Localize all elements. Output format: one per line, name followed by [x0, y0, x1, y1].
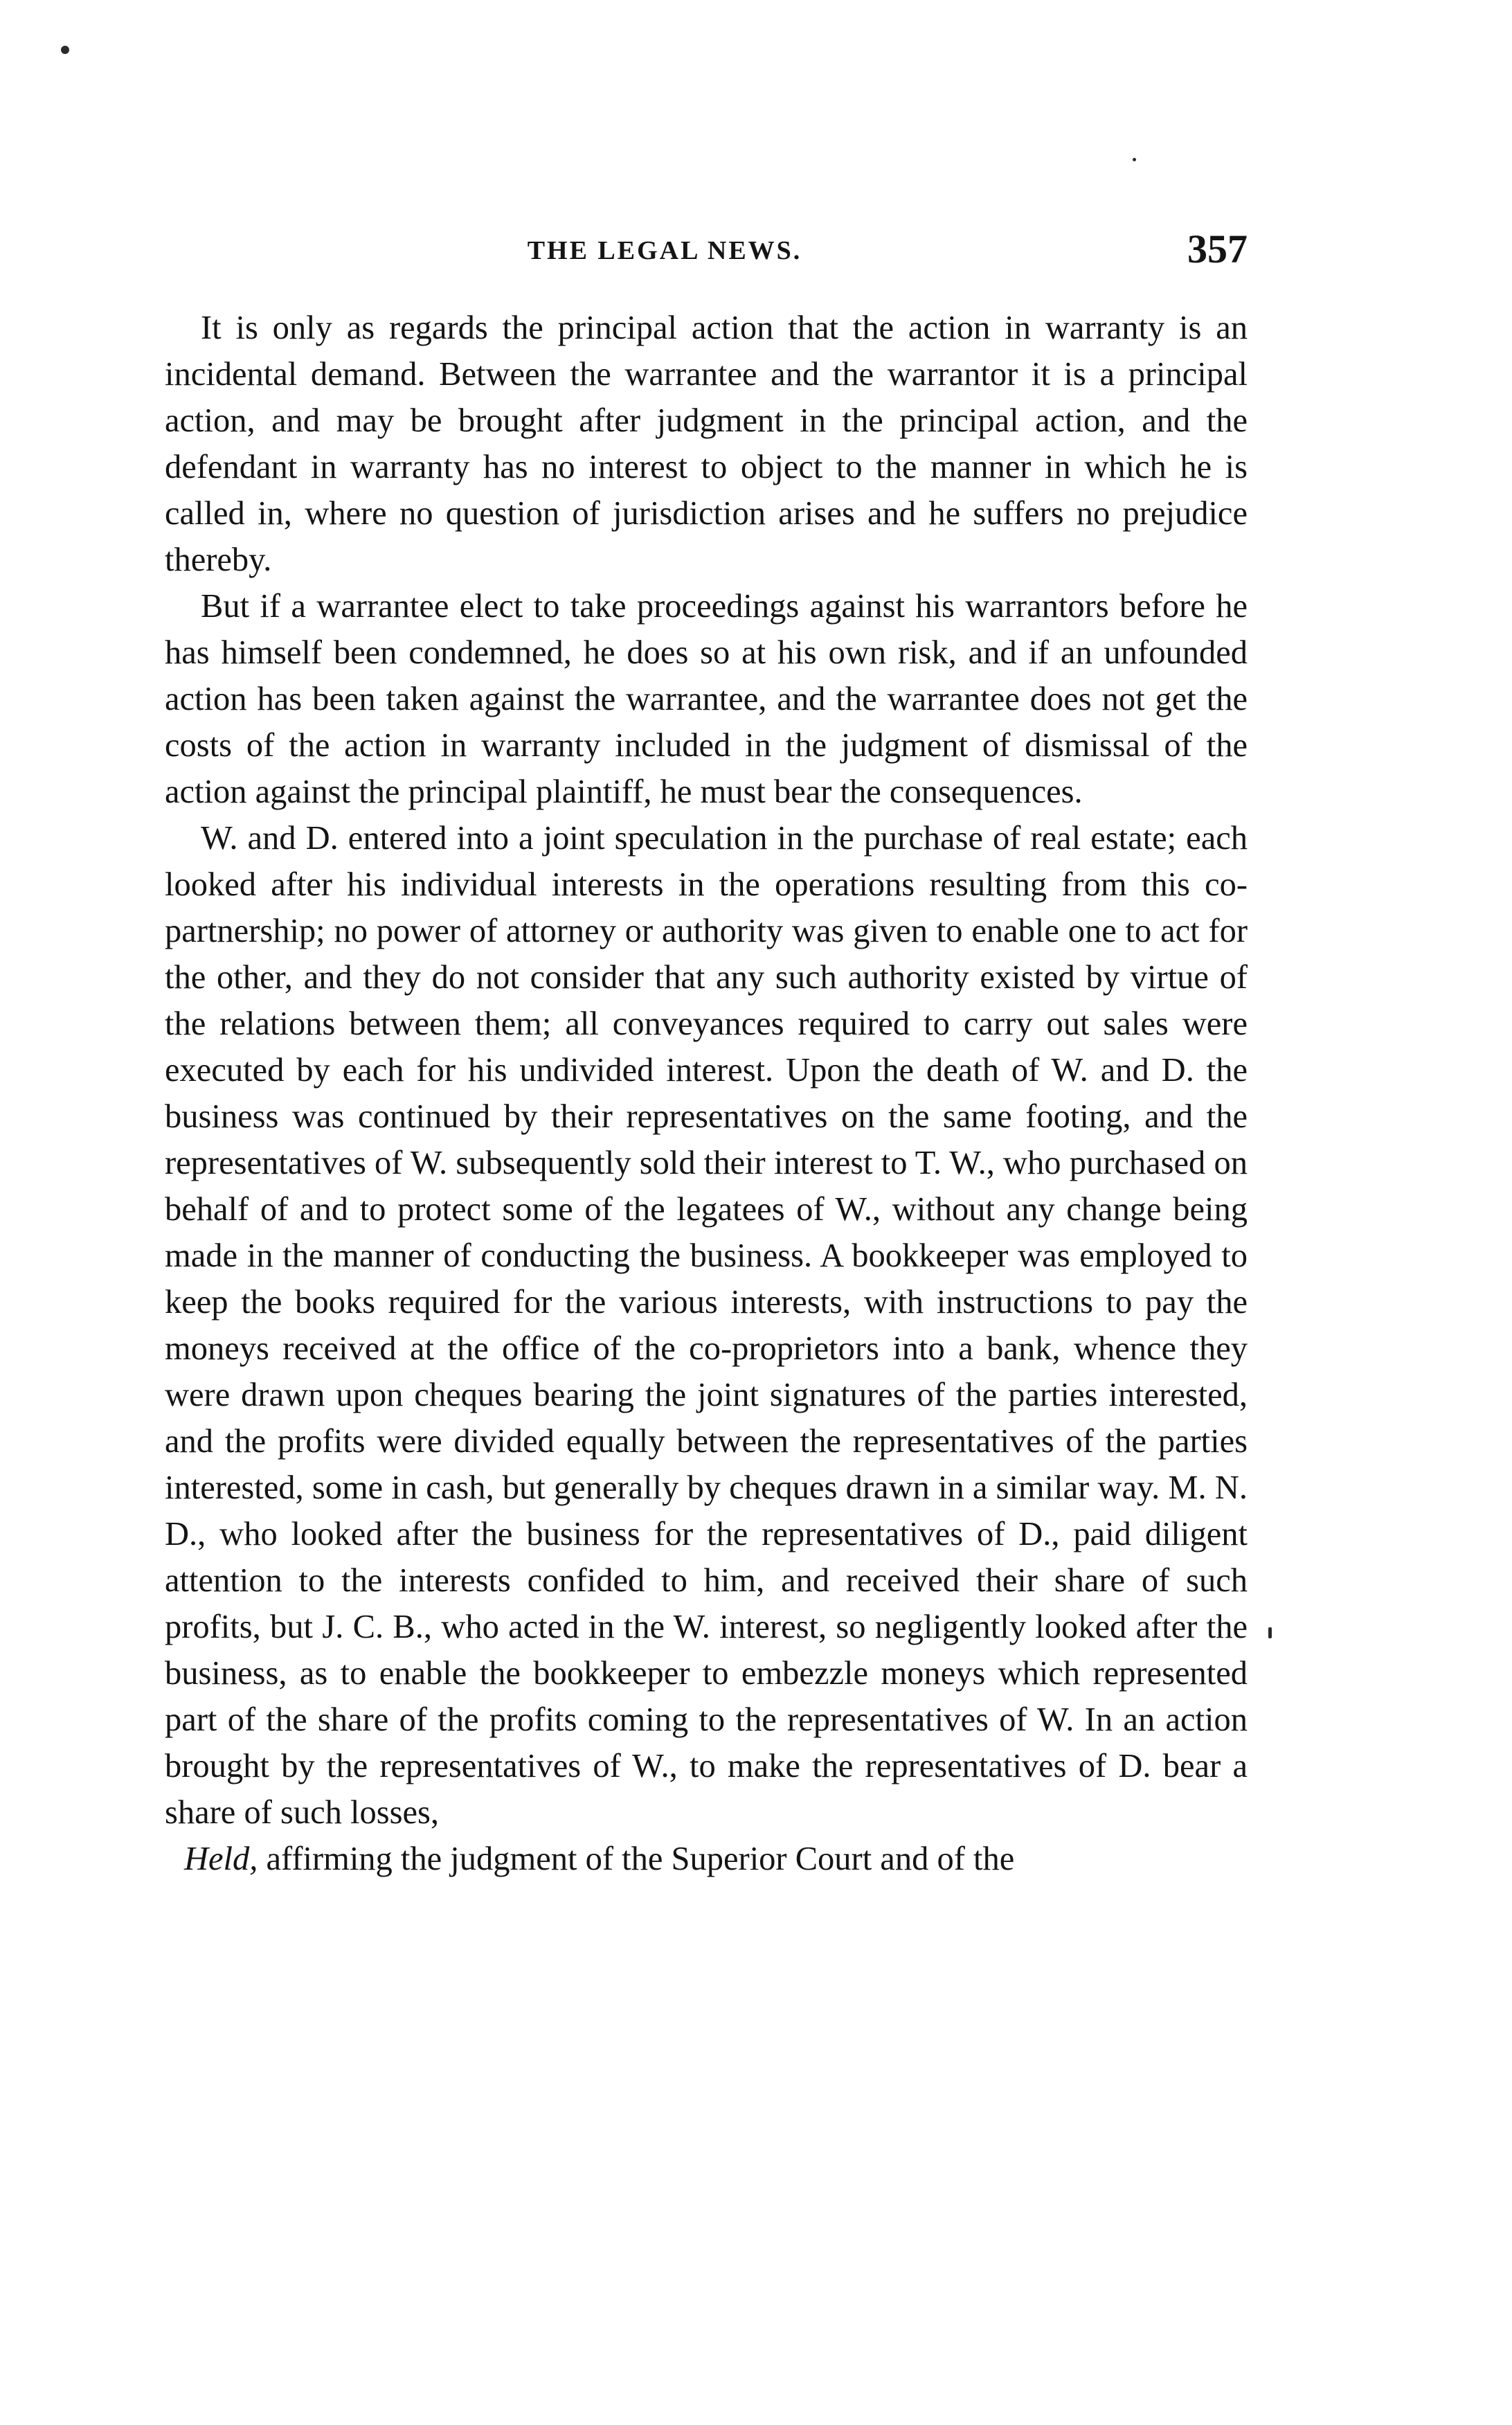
paragraph-warranty-incidental: It is only as regards the principal action that the action in warranty is an incidental demand. Between the warrantee and the warrantor it is a principal action, and may be brought after judgment in the principal action, and the defendant in warranty has no interest to object to the manner in which he is called in, where no question of jurisdiction arises and he suffers no prejudice thereby. [165, 310, 1248, 578]
text-body [165, 305, 1248, 1882]
scan-speck-top-right [1133, 158, 1136, 161]
paragraph-held [165, 1836, 1248, 1882]
held-text: affirming the judgment of the Superior Court and of the [266, 1841, 1015, 1877]
scan-speck-right-margin [1268, 1627, 1272, 1638]
paragraph-warrantee-risk: But if a warrantee elect to take proceedings against his warrantors before he has himself been condemned, he does so at his own risk, and if an unfounded action has been taken against the warrantee, and the warrantee does not get the costs of the action in warranty included in the judgment of dismissal of the action against the principal plaintiff, he must bear the consequences. [165, 588, 1248, 810]
paragraph-joint-speculation-facts: W. and D. entered into a joint speculation in the purchase of real estate; each looked after his individual interests in the operations resulting from this co-partnership; no power of attorney or authority was given to enable one to act for the other, and they do not consider that any such authority existed by virtue of the relations between them; all conveyances required to carry out sales were executed by each for his undivided interest. Upon the death of W. and D. the business was continued by their representatives on the same footing, and the representatives of W. subsequently sold their interest to T. W., who purchased on behalf of and to protect some of the legatees of W., without any change being made in the manner of conducting the business. A bookkeeper was employed to keep the books required for the various interests, with instructions to pay the moneys received at the office of the co-proprietors into a bank, whence they were drawn upon cheques bearing the joint signatures of the parties interested, and the profits were divided equally between the representatives of the parties interested, some in cash, but generally by cheques drawn in a similar way. M. N. D., who looked after the business for the representatives of D., paid diligent attention to the interests confided to him, and received their share of such profits, but J. C. B., who acted in the W. interest, so negligently looked after the business, as to enable the bookkeeper to embezzle moneys which represented part of the share of the profits coming to the representatives of W. In an action brought by the representatives of W., to make the representatives of D. bear a share of such losses, [165, 820, 1248, 1831]
running-title: THE LEGAL NEWS. [527, 236, 802, 265]
page-header [165, 226, 1248, 281]
page-number: 357 [1187, 226, 1248, 271]
held-label: Held, [184, 1841, 258, 1877]
scan-speck-top-left [61, 46, 69, 54]
